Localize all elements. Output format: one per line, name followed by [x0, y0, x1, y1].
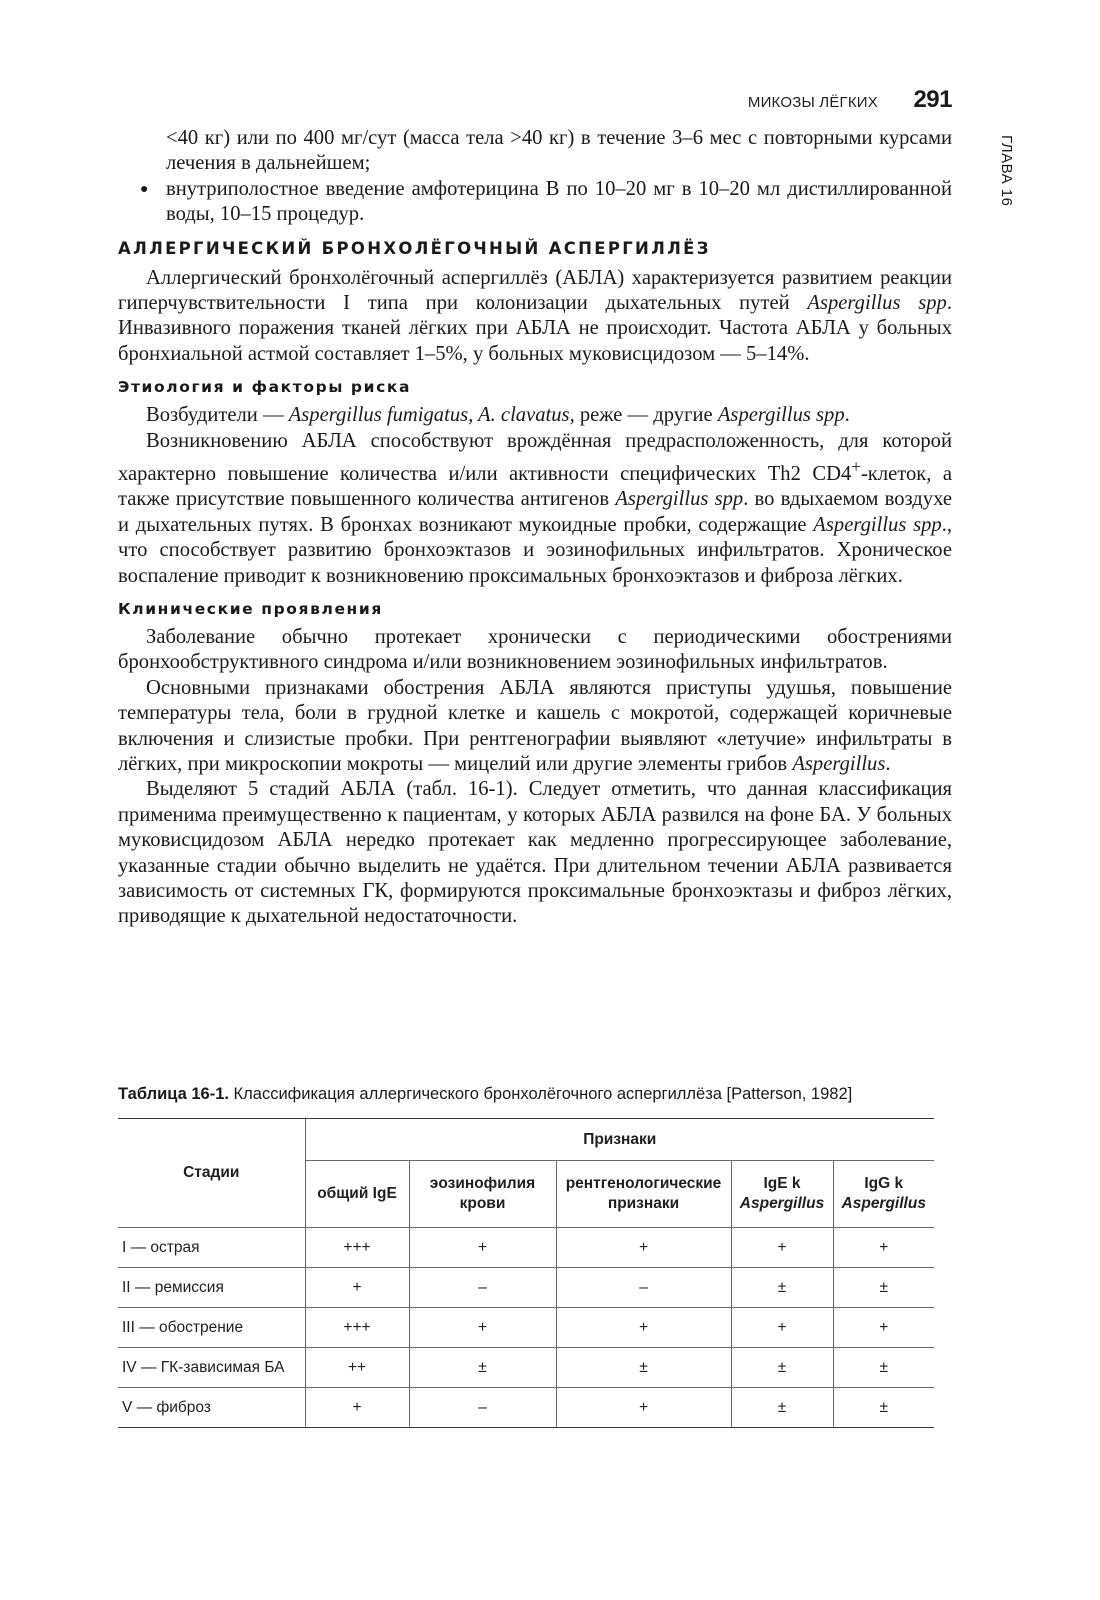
- paragraph: [118, 266, 952, 368]
- table-caption-text: Классификация аллергического бронхолёгочного аспергиллёза [Patterson, 1982]: [228, 1085, 853, 1103]
- table-cell-value: ±: [556, 1348, 731, 1388]
- table-row: [118, 1308, 934, 1348]
- table-cell-value: +++: [305, 1228, 409, 1268]
- paragraph: Выделяют 5 стадий АБЛА (табл. 16-1). Следует отметить, что данная классификация применима преимущественно к пациентам, у которых АБЛА развился на фоне БА. У больных муковисцидозом АБЛА нередко протекает как медленно прогрессирующее заболевание, указанные стадии обычно выделить не удаётся. При длительном течении АБЛА развивается зависимость от системных ГК, формируются проксимальные бронхоэктазы и фиброз лёгких, приводящие к дыхательной недостаточности.: [118, 778, 952, 928]
- column-header-line: рентгенологические: [565, 1175, 722, 1193]
- italic-term: Aspergillus spp: [615, 488, 744, 511]
- table-row: [118, 1228, 934, 1268]
- table-cell-stage: V — фиброз: [118, 1388, 305, 1428]
- page-number: 291: [913, 86, 952, 113]
- table-header-stages: Стадии: [118, 1119, 305, 1228]
- bullet-icon: ●: [140, 181, 149, 197]
- table-cell-value: +: [409, 1228, 556, 1268]
- table-cell-value: ±: [731, 1348, 833, 1388]
- text-run: -клеток, а также присутствие повышенного количества антигенов: [118, 462, 953, 511]
- subsection-heading-clinical: Клинические проявления: [118, 599, 383, 618]
- paragraph: [118, 429, 952, 589]
- table-cell-stage: IV — ГК-зависимая БА: [118, 1348, 305, 1388]
- text-run: Основными признаками обострения АБЛА являются приступы удушья, повышение температуры тела, боли в грудной клетке и кашель с мокротой, содержащей коричневые включения и слизистые пробки. При рентгенографии выявляют «летучие» инфильтраты в лёгких, при микроскопии мокроты — мицелий или другие элементы грибов: [118, 676, 952, 775]
- table-row: [118, 1268, 934, 1308]
- table-caption-label: Таблица 16-1.: [118, 1085, 229, 1103]
- table-cell-value: +: [731, 1308, 833, 1348]
- chapter-tab: [998, 135, 1027, 215]
- table-cell-value: –: [556, 1268, 731, 1308]
- column-header-line: IgG k: [864, 1175, 904, 1193]
- text-run: Возбудители —: [146, 404, 289, 427]
- column-header-line: IgE k: [763, 1175, 801, 1193]
- table-column-header: [833, 1161, 934, 1228]
- text-run: .: [885, 752, 891, 775]
- column-header-line: Aspergillus: [841, 1195, 926, 1213]
- table-cell-value: –: [409, 1388, 556, 1428]
- running-title: МИКОЗЫ ЛЁГКИХ: [747, 94, 878, 111]
- table-cell-value: +: [833, 1308, 934, 1348]
- table-cell-value: ±: [833, 1268, 934, 1308]
- text-run: Возникновению АБЛА способствуют врождённая предрасположенность, для которой характерно повышение количества и/или активности специфических Th2 CD4: [118, 429, 952, 485]
- table-row: [118, 1348, 934, 1388]
- table-cell-value: +: [556, 1308, 731, 1348]
- table-cell-stage: I — острая: [118, 1228, 305, 1268]
- table-cell-value: –: [409, 1268, 556, 1308]
- column-header-line: крови: [459, 1195, 506, 1213]
- column-header-line: Aspergillus: [739, 1195, 825, 1213]
- text-run: . во вдыхаемом воздухе и дыхательных путях. В бронхах возникают мукоидные пробки, содержащие: [118, 488, 952, 536]
- table-column-header: [409, 1161, 556, 1228]
- chapter-tab-label: ГЛАВА 16: [998, 135, 1015, 207]
- italic-term: Aspergillus fumigatus, A. clavatus: [288, 404, 570, 427]
- text-run: Аллергический бронхолёгочный аспергиллёз (АБЛА) характеризуется развитием реакции гиперчувствительности I типа при колонизации дыхательных путей: [118, 266, 952, 315]
- table-cell-value: +: [556, 1228, 731, 1268]
- paragraph: [118, 676, 952, 778]
- table-caption: [118, 1085, 952, 1104]
- text-run: . Инвазивного поражения тканей лёгких при АБЛА не происходит. Частота АБЛА у больных бронхиальной астмой составляет 1–5%, у больных муковисцидозом — 5–14%.: [118, 292, 952, 365]
- table-column-header: [556, 1161, 731, 1228]
- table-cell-value: ±: [833, 1388, 934, 1428]
- italic-term: Aspergillus spp: [813, 513, 942, 536]
- table-cell-value: +: [556, 1388, 731, 1428]
- table-cell-value: +++: [305, 1308, 409, 1348]
- text-run: , реже — другие: [569, 404, 718, 427]
- table-cell-value: ±: [731, 1388, 833, 1428]
- table-header-row: [118, 1119, 934, 1161]
- list-item-text: внутриполостное введение амфотерицина В по 10–20 мг в 10–20 мл дистиллированной воды, 10–15 процедур.: [166, 177, 952, 226]
- table-header-group: Признаки: [305, 1119, 934, 1161]
- bullet-list: [118, 177, 952, 228]
- table-cell-value: ±: [409, 1348, 556, 1388]
- table-cell-value: ++: [305, 1348, 409, 1388]
- table-cell-value: +: [833, 1228, 934, 1268]
- body-text: [118, 126, 952, 930]
- table-body: [118, 1228, 934, 1428]
- table-cell-value: +: [409, 1308, 556, 1348]
- section-heading: АЛЛЕРГИЧЕСКИЙ БРОНХОЛЁГОЧНЫЙ АСПЕРГИЛЛЁЗ: [118, 238, 711, 258]
- table-column-header: [305, 1161, 409, 1228]
- table-cell-value: +: [731, 1228, 833, 1268]
- text-run: .: [844, 404, 850, 427]
- table-cell-stage: III — обострение: [118, 1308, 305, 1348]
- text-run: ., что способствует развитию бронхоэктазов и эозинофильных инфильтратов. Хроническое воспаление приводит к возникновению проксимальных бронхоэктазов и фиброза лёгких.: [118, 513, 952, 587]
- table-row: [118, 1388, 934, 1428]
- subsection-heading-etiology: Этиология и факторы риска: [118, 378, 412, 397]
- italic-term: Aspergillus spp: [807, 292, 947, 315]
- table-cell-stage: II — ремиссия: [118, 1268, 305, 1308]
- column-header-line: признаки: [607, 1195, 680, 1213]
- table-cell-value: +: [305, 1268, 409, 1308]
- running-head: [700, 86, 952, 118]
- classification-table: [118, 1118, 934, 1428]
- paragraph: Заболевание обычно протекает хронически с периодическими обострениями бронхообструктивного синдрома и/или возникновением эозинофильных инфильтратов.: [118, 625, 952, 674]
- italic-term: Aspergillus: [792, 752, 886, 775]
- paragraph: [118, 403, 952, 428]
- paragraph-continuation: <40 кг) или по 400 мг/сут (масса тела >40 кг) в течение 3–6 мес с повторными курсами лечения в дальнейшем;: [166, 127, 952, 175]
- column-header-line: эозинофилия: [429, 1175, 536, 1193]
- list-item: [118, 177, 952, 228]
- superscript: +: [851, 457, 861, 477]
- italic-term: Aspergillus spp: [717, 404, 845, 427]
- column-header-line: общий IgE: [317, 1185, 397, 1203]
- table-cell-value: ±: [833, 1348, 934, 1388]
- table-cell-value: +: [305, 1388, 409, 1428]
- table-column-header: [731, 1161, 833, 1228]
- table-cell-value: ±: [731, 1268, 833, 1308]
